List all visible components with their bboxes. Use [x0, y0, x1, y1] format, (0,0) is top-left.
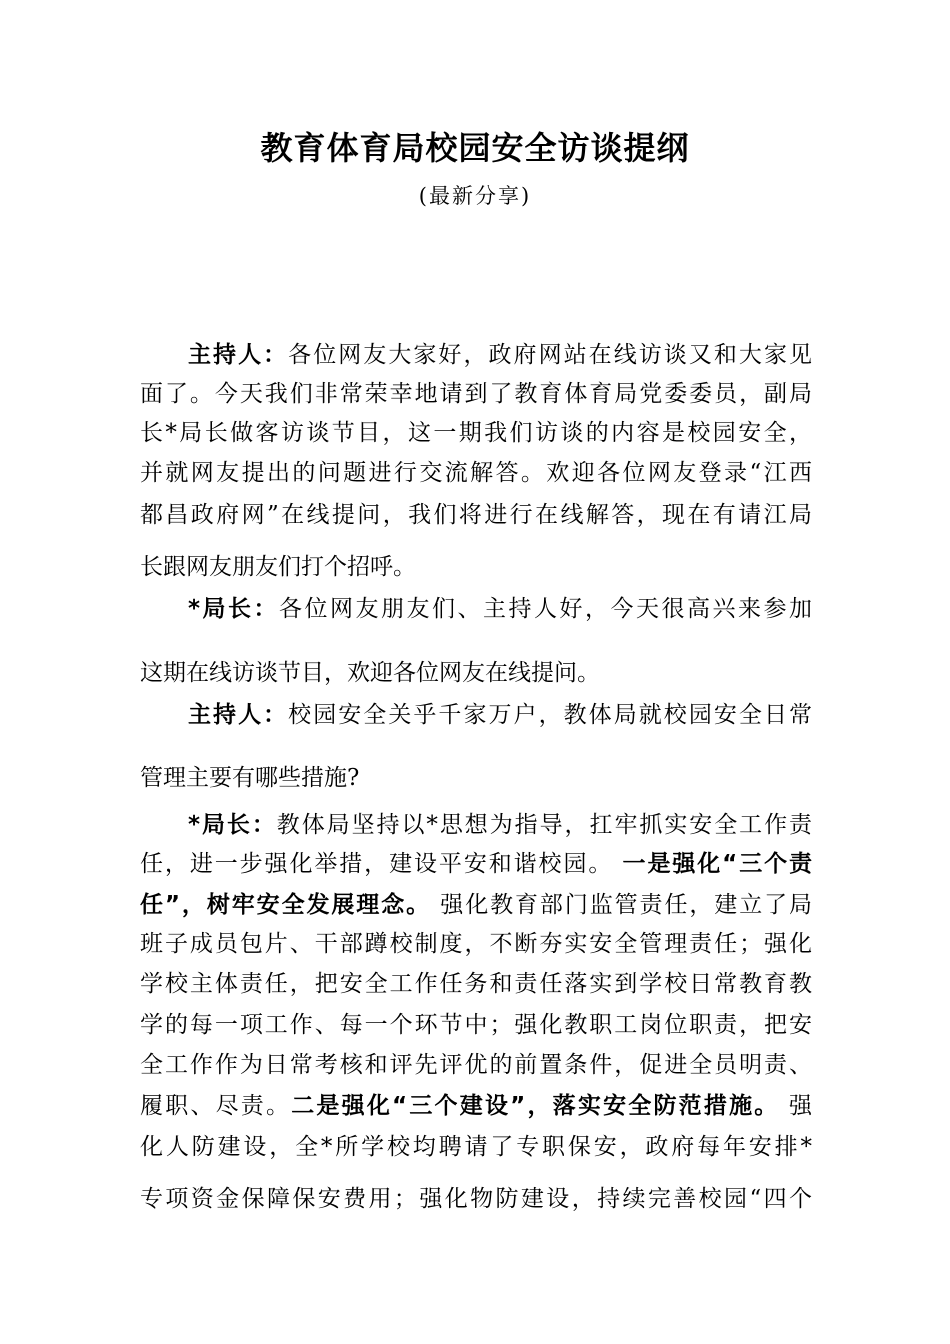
paragraph-line [140, 1132, 812, 1162]
paragraph-line [188, 340, 812, 370]
speaker-label: *局长： [188, 812, 277, 838]
line-text: 化人防建设，全*所学校均聘请了专职保安，政府每年安排* [140, 1134, 812, 1160]
line-text: 学校主体责任，把安全工作任务和责任落实到学校日常教育教 [140, 971, 812, 997]
line-text: 履职、尽责。 [140, 1093, 292, 1119]
bold-point: 一是强化“三个责 [622, 851, 813, 877]
line-text: 任，进一步强化举措，建设平安和谐校园。 [140, 851, 614, 877]
paragraph-line [140, 890, 812, 920]
line-text: 这期在线访谈节目，欢迎各位网友在线提问。 [140, 660, 600, 686]
paragraph-line [140, 552, 812, 582]
line-text: 全工作作为日常考核和评先评优的前置条件，促进全员明责、 [140, 1052, 812, 1078]
bold-point: 二是强化“三个建设”，落实安全防范措施。 [291, 1093, 780, 1119]
line-text: 各位网友大家好，政府网站在线访谈又和大家见 [288, 342, 813, 368]
line-text: 面了。今天我们非常荣幸地请到了教育体育局党委委员，副局 [140, 381, 812, 407]
paragraph-line [140, 763, 812, 793]
paragraph-line [188, 700, 812, 730]
line-text: 并就网友提出的问题进行交流解答。欢迎各位网友登录“江西 [140, 460, 812, 486]
paragraph-line [140, 500, 812, 530]
paragraph-line [188, 594, 812, 624]
bold-point: 任”，树牢安全发展理念。 [140, 892, 432, 918]
line-text: 长*局长做客访谈节目，这一期我们访谈的内容是校园安全， [140, 420, 812, 446]
paragraph-line [140, 1050, 812, 1080]
line-text: 管理主要有哪些措施? [140, 765, 360, 791]
line-text: 专项资金保障保安费用；强化物防建设，持续完善校园“四个 [140, 1186, 812, 1212]
paragraph-line [140, 379, 812, 409]
paragraph-line [188, 810, 812, 840]
line-text: 学的每一项工作、每一个环节中；强化教职工岗位职责，把安 [140, 1012, 812, 1038]
line-text: 班子成员包片、干部蹲校制度，不断夯实安全管理责任；强化 [140, 931, 812, 957]
paragraph-line [140, 1010, 812, 1040]
paragraph-line [140, 658, 812, 688]
paragraph-line [140, 929, 812, 959]
line-text: 教体局坚持以*思想为指导，扛牢抓实安全工作责 [276, 812, 813, 838]
paragraph-line [140, 1184, 812, 1214]
paragraph-line [140, 418, 812, 448]
line-text: 都昌政府网”在线提问，我们将进行在线解答，现在有请江局 [140, 502, 812, 528]
line-text: 长跟网友朋友们打个招呼。 [140, 554, 416, 580]
line-text: 各位网友朋友们、主持人好，今天很高兴来参加 [279, 596, 813, 622]
document-title: 教育体育局校园安全访谈提纲 [260, 129, 690, 167]
line-text: 强化教育部门监管责任，建立了局 [440, 892, 813, 918]
paragraph-line [140, 849, 812, 879]
line-text: 校园安全关乎千家万户，教体局就校园安全日常 [288, 702, 813, 728]
paragraph-line [140, 458, 812, 488]
line-text: 强 [789, 1093, 813, 1119]
speaker-label: 主持人： [188, 702, 289, 728]
document-subtitle: (最新分享) [418, 184, 532, 208]
paragraph-line [140, 969, 812, 999]
speaker-label: *局长： [188, 596, 280, 622]
speaker-label: 主持人： [188, 342, 289, 368]
paragraph-line [140, 1091, 812, 1121]
